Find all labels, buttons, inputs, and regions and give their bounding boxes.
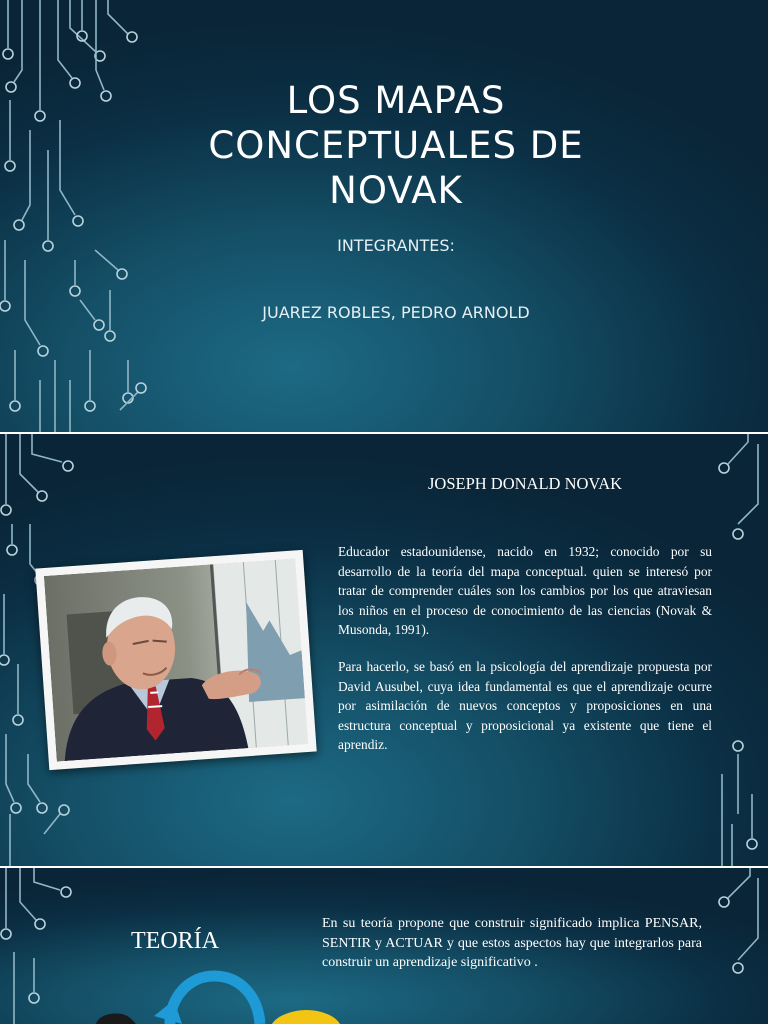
- portrait-photo: [44, 558, 308, 761]
- title-line-2: CONCEPTUALES DE: [208, 124, 584, 167]
- circuit-decoration-left: [0, 0, 160, 432]
- title-slide: [0, 0, 768, 432]
- circuit-decoration-right: [708, 434, 768, 866]
- presentation-title: [120, 78, 672, 213]
- lightbulb-icon: [266, 1010, 346, 1024]
- circuit-decoration-left: [0, 868, 90, 1024]
- title-line-1: LOS MAPAS: [286, 79, 506, 122]
- biography-heading: JOSEPH DONALD NOVAK: [428, 474, 623, 493]
- theory-paragraph: En su teoría propone que construir significado implica PENSAR, SENTIR y ACTUAR y que estos aspectos hay que integrarlos para construir un aprendizaje significativo .: [322, 916, 702, 970]
- circuit-decoration-right: [708, 868, 768, 1024]
- biography-paragraph-1: Educador estadounidense, nacido en 1932; conocido por su desarrollo de la teoría del mapa conceptual. quien se interesó por tratar de comprender cuáles son los cambios por los que atraviesan los niños en el proceso de conocimiento de las ciencias (Novak & Musonda, 1991).: [338, 544, 712, 637]
- cycle-arrow-icon: [90, 966, 270, 1024]
- novak-portrait: [35, 550, 316, 770]
- title-line-3: NOVAK: [329, 169, 463, 212]
- theory-slide: [0, 868, 768, 1024]
- biography-slide: [0, 434, 768, 866]
- biography-paragraph-2: Para hacerlo, se basó en la psicología del aprendizaje propuesta por David Ausubel, cuya idea fundamental es que el aprendizaje ocurre por asimilación de nuevos conceptos y proposiciones en una estructura conceptual y proposicional ya existente que tiene el aprendiz.: [338, 659, 712, 752]
- members-label: INTEGRANTES:: [337, 236, 455, 255]
- member-name: JUAREZ ROBLES, PEDRO ARNOLD: [262, 303, 530, 322]
- theory-heading: TEORÍA: [131, 928, 219, 954]
